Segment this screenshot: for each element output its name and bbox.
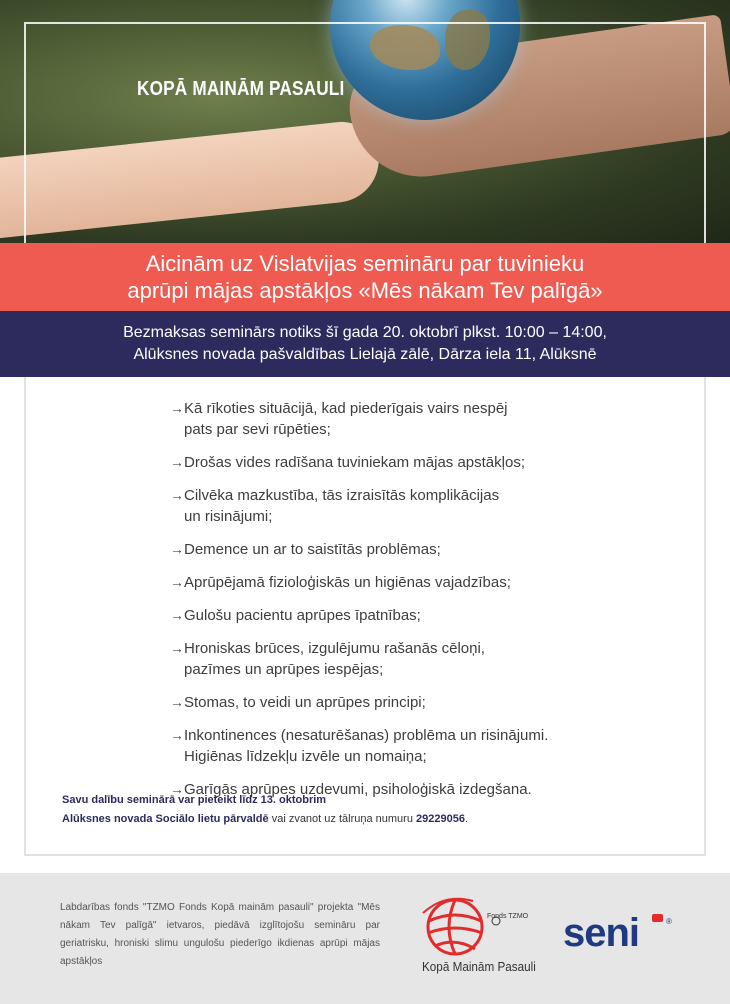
event-date-line: Bezmaksas seminārs notiks šī gada 20. oktobrī plkst. 10:00 – 14:00, [123,324,607,341]
topics-list [170,398,610,812]
topic-item [170,539,610,560]
arrow-right-icon: → [170,694,184,710]
topic-text: Kā rīkoties situācijā, kad piederīgais vairs nespēj [184,400,508,417]
topic-text: Stomas, to veidi un aprūpes principi; [184,694,426,711]
topic-text-continued: pazīmes un aprūpes iespējas; [184,661,384,678]
topic-item [170,398,610,440]
seni-logo [563,911,672,956]
topic-text: Garīgās aprūpes uzdevumi, psiholoģiskā izdegšana. [184,781,532,798]
invitation-line-2: aprūpi mājas apstākļos «Mēs nākam Tev palīgā» [127,278,603,303]
registration-org: Alūksnes novada Sociālo lietu pārvaldē [62,813,269,825]
topic-text-continued: Higiēnas līdzekļu izvēle un nomaiņa; [184,748,427,765]
topic-item [170,485,610,527]
topic-item [170,725,610,767]
arrow-right-icon: → [170,487,184,503]
hero-frame [24,22,706,243]
hero-photo [0,0,730,243]
invitation-banner [0,243,730,311]
arrow-right-icon: → [170,541,184,557]
footer-description: Labdarības fonds "TZMO Fonds Kopā mainām pasauli" projekta "Mēs nākam Tev palīgā" ietvaros, piedāvā izglītojošu semināru par geriatrisku, hroniski slimu ungulošu piederīgo ikdienas aprūpi mājas apstākļos [60,902,380,967]
topic-text: Hroniskas brūces, izgulējumu rašanās cēloņi, [184,640,485,657]
topic-text-continued: pats par sevi rūpēties; [184,421,331,438]
topic-item [170,572,610,593]
topic-text: Inkontinences (nesaturēšanas) problēma un risinājumi. [184,727,549,744]
registration-middle: vai zvanot uz tālruņa numuru [268,813,416,825]
arrow-right-icon: → [170,781,184,797]
topic-item [170,638,610,680]
hero-title: KOPĀ MAINĀM PASAULI [137,78,345,100]
event-details-banner [0,311,730,377]
topic-text-continued: un risinājumi; [184,508,273,525]
arrow-right-icon: → [170,454,184,470]
arrow-right-icon: → [170,727,184,743]
arrow-right-icon: → [170,400,184,416]
seni-dot-icon [652,914,663,922]
invitation-line-1: Aicinām uz Vislatvijas semināru par tuvinieku [145,251,585,276]
tzmo-globe-icon [415,891,505,961]
tzmo-fonds-logo [415,891,535,991]
registered-mark: ® [666,917,672,926]
topic-item [170,452,610,473]
topic-text: Gulošu pacientu aprūpes īpatnības; [184,607,421,624]
registration-deadline: Savu dalību seminārā var pieteikt līdz 13. oktobrim [62,794,327,806]
arrow-right-icon: → [170,574,184,590]
tzmo-fonds-label: Fonds TZMO [487,913,529,920]
topic-item [170,605,610,626]
arrow-right-icon: → [170,640,184,656]
event-location-line: Alūksnes novada pašvaldības Lielajā zālē, Dārza iela 11, Alūksnē [133,346,597,363]
topic-text: Drošas vides radīšana tuviniekam mājas apstākļos; [184,454,525,471]
topic-item [170,692,610,713]
topic-text: Aprūpējamā fizioloģiskās un higiēnas vajadzības; [184,574,511,591]
tzmo-caption: Kopā Mainām Pasauli [422,959,536,974]
registration-info: Savu dalību seminārā var pieteikt līdz 13. oktobrim Alūksnes novada Sociālo lietu pārvaldē vai zvanot uz tālruņa numuru 29229056. [62,794,469,825]
topic-text: Demence un ar to saistītās problēmas; [184,541,441,558]
seni-wordmark: seni [563,911,640,955]
arrow-right-icon: → [170,607,184,623]
registration-phone[interactable]: 29229056 [416,813,465,825]
topic-text: Cilvēka mazkustība, tās izraisītās komplikācijas [184,487,500,504]
